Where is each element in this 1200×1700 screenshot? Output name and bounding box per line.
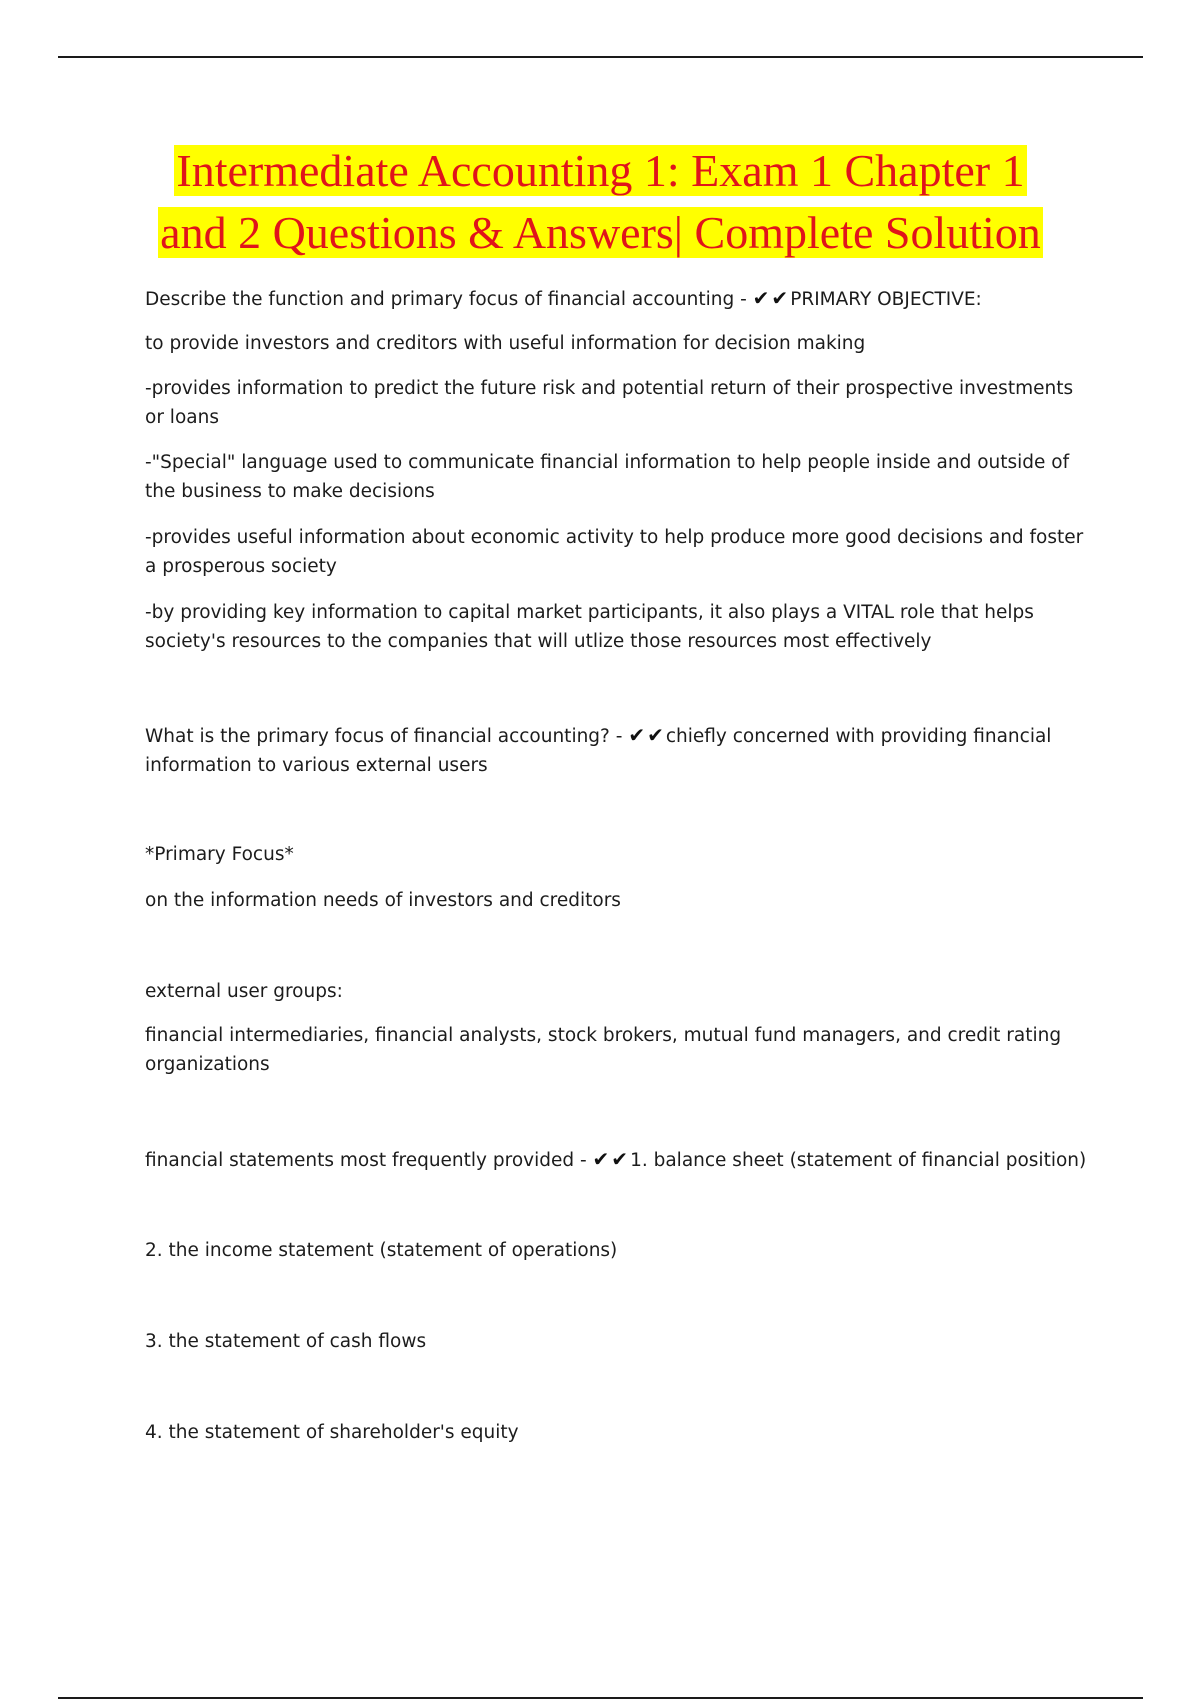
double-check-icon: ✔✔ — [628, 723, 666, 747]
answer-3-line-2: 3. the statement of cash flows — [145, 1331, 427, 1352]
answer-2-lead: chiefly concerned with providing financial information to various external users — [145, 726, 1052, 776]
title-heading — [58, 140, 1143, 264]
answer-3-line-1: 2. the income statement (statement of operations) — [145, 1240, 618, 1261]
answer-1-line-4: -provides useful information about economic activity to help produce more good decisions and foster a prosperous society — [145, 527, 1084, 577]
question-2-text: What is the primary focus of financial accounting? - — [145, 726, 629, 747]
answer-1-lead: PRIMARY OBJECTIVE: — [790, 289, 982, 310]
answer-1-line-2: -provides information to predict the future risk and potential return of their prospective investments or loans — [145, 378, 1074, 428]
question-3-text: financial statements most frequently provided - — [145, 1150, 593, 1171]
bottom-rule — [58, 1697, 1143, 1699]
double-check-icon: ✔✔ — [752, 286, 791, 310]
answer-1-line-1: to provide investors and creditors with useful information for decision making — [145, 333, 866, 354]
question-2 — [145, 721, 1095, 780]
title-line-1: Intermediate Accounting 1: Exam 1 Chapter 1 — [176, 145, 1025, 196]
answer-1-line-5: -by providing key information to capital market participants, it also plays a VITAL role that helps society's resources to the companies that will utlize those resources most effectively — [145, 602, 1034, 652]
question-1 — [145, 284, 1095, 314]
answer-3-lead: 1. balance sheet (statement of financial position) — [630, 1150, 1087, 1171]
answer-2-line-3: external user groups: — [145, 981, 343, 1002]
top-rule — [58, 56, 1143, 58]
answer-2-line-4: financial intermediaries, financial analysts, stock brokers, mutual fund managers, and credit rating organizations — [145, 1025, 1062, 1075]
answer-2-line-1: *Primary Focus* — [145, 844, 294, 865]
answer-1-line-3: -"Special" language used to communicate financial information to help people inside and outside of the business to make decisions — [145, 452, 1070, 502]
double-check-icon: ✔✔ — [592, 1147, 631, 1171]
question-1-text: Describe the function and primary focus of financial accounting - — [145, 289, 753, 310]
document-title — [58, 140, 1143, 264]
answer-2-line-2: on the information needs of investors and creditors — [145, 890, 621, 911]
question-3 — [145, 1145, 1095, 1175]
title-line-2: and 2 Questions & Answers| Complete Solution — [160, 207, 1041, 258]
answer-3-line-3: 4. the statement of shareholder's equity — [145, 1422, 519, 1443]
